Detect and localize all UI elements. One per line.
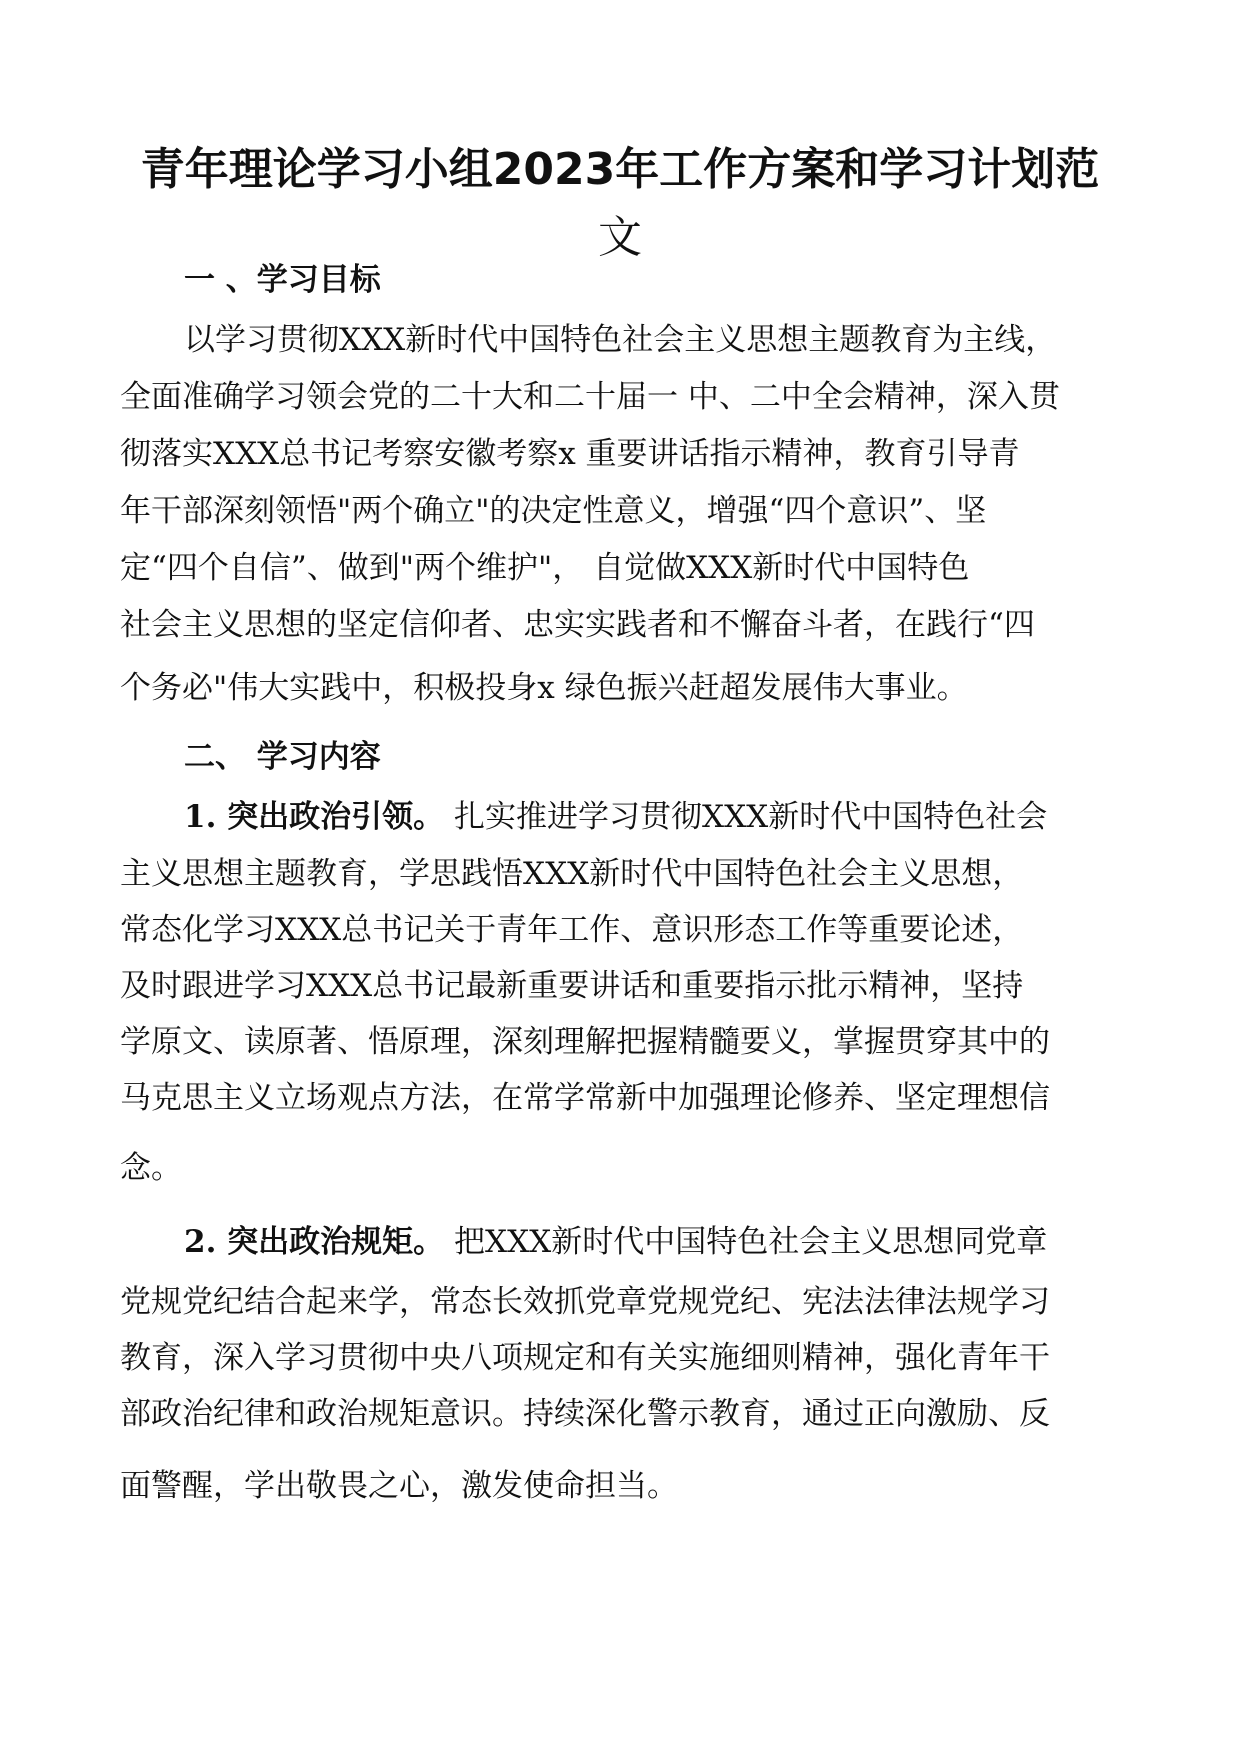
document-title: 青年理论学习小组2023年工作方案和学习计划范 <box>140 144 1100 195</box>
list-item-lead: 2. 突出政治规矩。 <box>184 1224 445 1260</box>
list-item-text: 把XXX新时代中国特色社会主义思想同党章 <box>444 1224 1048 1260</box>
paragraph-line: 教育，深入学习贯彻中央八项规定和有关实施细则精神，强化青年干 <box>120 1340 1050 1376</box>
paragraph-line: 马克思主义立场观点方法，在常学常新中加强理论修养、坚定理想信 <box>120 1080 1050 1116</box>
list-item-lead: 1. 突出政治引领。 <box>184 799 445 835</box>
paragraph-line: 彻落实XXX总书记考察安徽考察x 重要讲话指示精神，教育引导青 <box>120 436 1020 472</box>
section-heading-2: 二、 学习内容 <box>184 739 381 775</box>
paragraph-line: 个务必"伟大实践中，积极投身x 绿色振兴赶超发展伟大事业。 <box>120 670 968 706</box>
list-item-1-first-line <box>184 795 1047 839</box>
paragraph-line: 念。 <box>120 1150 182 1186</box>
list-item-2-first-line <box>184 1220 1047 1264</box>
paragraph-line: 部政治纪律和政治规矩意识。持续深化警示教育，通过正向激励、反 <box>120 1396 1050 1432</box>
paragraph-line: 主义思想主题教育，学思践悟XXX新时代中国特色社会主义思想， <box>120 856 1024 892</box>
paragraph-line: 全面准确学习领会党的二十大和二十届一 中、二中全会精神，深入贯 <box>120 379 1060 415</box>
paragraph-line: 面警醒，学出敬畏之心，激发使命担当。 <box>120 1468 678 1504</box>
paragraph-line: 及时跟进学习XXX总书记最新重要讲话和重要指示批示精神，坚持 <box>120 968 1024 1004</box>
paragraph-line: 以学习贯彻XXX新时代中国特色社会主义思想主题教育为主线， <box>184 322 1057 358</box>
list-item-text: 扎实推进学习贯彻XXX新时代中国特色社会 <box>444 799 1048 835</box>
paragraph-line: 常态化学习XXX总书记关于青年工作、意识形态工作等重要论述， <box>120 912 1024 948</box>
paragraph-line: 社会主义思想的坚定信仰者、忠实实践者和不懈奋斗者，在践行“四 <box>120 607 1035 643</box>
section-heading-1: 一 、学习目标 <box>184 262 381 298</box>
paragraph-line: 党规党纪结合起来学，常态长效抓党章党规党纪、宪法法律法规学习 <box>120 1284 1050 1320</box>
paragraph-line: 定“四个自信”、做到"两个维护"， 自觉做XXX新时代中国特色 <box>120 550 970 586</box>
paragraph-line: 学原文、读原著、悟原理，深刻理解把握精髓要义，掌握贯穿其中的 <box>120 1024 1050 1060</box>
document-title-continued: 文 <box>598 212 642 263</box>
paragraph-line: 年干部深刻领悟"两个确立"的决定性意义，增强“四个意识”、坚 <box>120 493 987 529</box>
